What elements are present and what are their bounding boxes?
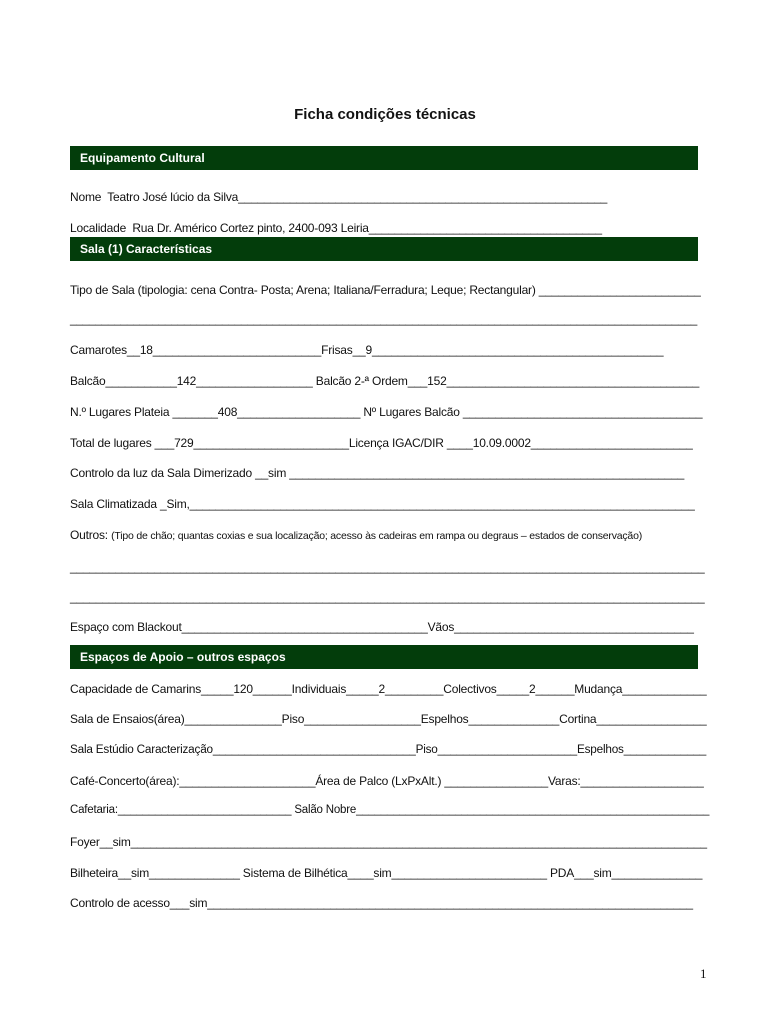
section-header-apoio: Espaços de Apoio – outros espaços <box>70 645 698 669</box>
localidade-field: Localidade Rua Dr. Américo Cortez pinto, 2400-093 Leiria____________________________________ <box>70 221 602 235</box>
climatizada-field: Sala Climatizada _Sim,______________________________________________________________________________ <box>70 497 695 511</box>
ensaios-field: Sala de Ensaios(área)_______________Piso__________________Espelhos______________Cortina_________________ <box>70 712 707 726</box>
balcao-field: Balcão___________142__________________ Balcão 2-ª Ordem___152_______________________________________ <box>70 374 700 388</box>
bilheteira-field: Bilheteira__sim______________ Sistema de Bilhética____sim________________________ PDA___sim______________ <box>70 866 703 880</box>
blackout-field: Espaço com Blackout______________________________________Vãos_____________________________________ <box>70 620 694 634</box>
outros-field <box>70 528 642 542</box>
page-title: Ficha condições técnicas <box>294 106 476 123</box>
controlo-luz-field: Controlo da luz da Sala Dimerizado __sim _____________________________________________________________ <box>70 466 685 480</box>
outros-line-1: __________________________________________________________________________________________________ <box>70 560 705 574</box>
lugares-field: N.º Lugares Plateia _______408___________________ Nº Lugares Balcão _____________________________________ <box>70 405 703 419</box>
nome-field: Nome Teatro José lúcio da Silva_________________________________________________________ <box>70 190 608 204</box>
total-lugares-field: Total de lugares ___729________________________Licença IGAC/DIR ____10.09.0002_________________________ <box>70 436 693 450</box>
tipo-sala-field: Tipo de Sala (tipologia: cena Contra- Posta; Arena; Italiana/Ferradura; Leque; Rectangular) _________________________ <box>70 283 701 297</box>
section-header-equipamento: Equipamento Cultural <box>70 146 698 170</box>
outros-note: (Tipo de chão; quantas coxias e sua localização; acesso às cadeiras em rampa ou degraus – estados de conservação) <box>111 530 643 542</box>
cafe-field: Café-Concerto(área):_____________________Área de Palco (LxPxAlt.) ________________Varas:___________________ <box>70 774 704 788</box>
camarotes-field: Camarotes__18__________________________Frisas__9_____________________________________________ <box>70 343 664 357</box>
estudio-field: Sala Estúdio Caracterização________________________________Piso______________________Espelhos_____________ <box>70 743 707 756</box>
section-header-sala: Sala (1) Características <box>70 237 698 261</box>
outros-label: Outros: <box>70 528 112 542</box>
controlo-acesso-field: Controlo de acesso___sim___________________________________________________________________________ <box>70 896 693 910</box>
page-number: 1 <box>700 966 707 981</box>
camarins-field: Capacidade de Camarins_____120______Individuais_____2_________Colectivos_____2______Mudança_____________ <box>70 682 707 696</box>
tipo-sala-continuation: ___________________________________________________________________________________________________ <box>70 313 698 326</box>
cafetaria-field: Cafetaria:____________________________ Salão Nobre_________________________________________________________ <box>70 804 710 816</box>
outros-line-2: __________________________________________________________________________________________________ <box>70 590 705 604</box>
foyer-field: Foyer__sim_________________________________________________________________________________________ <box>70 835 707 849</box>
